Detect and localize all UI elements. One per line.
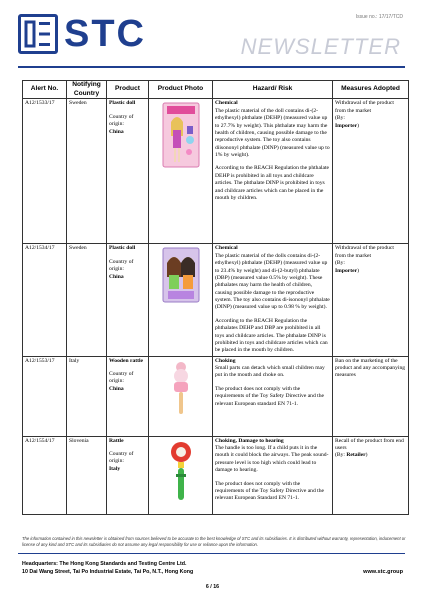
hazard-type: Choking, Damage to hearing [215,437,284,444]
column-header-hazard: Hazard/ Risk [213,81,333,99]
measures-text: Ban on the marketing of the product and any accompanying measures [335,357,406,379]
measures-by-close: ) [357,122,359,129]
product-cell [107,244,149,356]
product-photo-cell [149,436,213,514]
page-header [0,0,425,78]
column-header-country: Notifying Country [67,81,107,99]
notifying-country: Sweden [67,244,107,356]
product-photo-cell [149,99,213,244]
notifying-country: Slovenia [67,436,107,514]
table-row [23,356,409,436]
measures-cell [333,436,409,514]
product-name: Plastic doll [109,245,136,252]
product-photo-cell [149,356,213,436]
hazard-cell [213,356,333,436]
logo-emblem-icon [18,14,58,54]
measures-by-open: (By: [335,260,345,267]
footer-divider [18,553,405,554]
origin-country: China [109,273,124,280]
product-name: Plastic doll [109,100,136,107]
headquarters-name: Headquarters: The Hong Kong Standards and Testing Centre Ltd. [22,561,187,567]
hazard-description: Small parts can detach which small children may put in the mouth and choke on. [215,365,325,379]
measures-text: Withdrawal of the product from the market [335,100,394,114]
origin-label: Country of origin: [109,113,134,128]
column-header-photo: Product Photo [149,81,213,99]
hazard-regulation: According to the REACH Regulation the phthalates DEHP and DBP are prohibited in all toys and childcare articles. The phthalate DINP is prohibited in toys and childcare articles which can be placed in the mouth by children. [215,317,328,354]
newsletter-title: NEWSLETTER [240,34,401,59]
alert-number: A12/1533/17 [23,99,67,244]
origin-label: Country of origin: [109,371,134,385]
header-divider [18,66,405,68]
origin-country: Italy [109,465,121,472]
column-header-measures: Measures Adopted [333,81,409,99]
product-cell [107,99,149,244]
column-header-alert-no: Alert No. [23,81,67,99]
disclaimer-text: The information contained in this newsletter is obtained from sources believed to be accurate to the best knowledge of STC and its subsidiaries. It is distributed without warranty, representation, inducement or license of any kind and STC and its subsidiaries do not assume any legal responsibility for use or reliance upon the information. [22,536,406,547]
product-photo-cell [149,244,213,356]
hazard-description: The plastic material of the dolls contains di-(2-ethylhexyl) phthalate (DEHP) (measured value up to 23.4% by weight) and di-(2-butyl) phthalate (DBP) (measured value 0.5% by weight). These phthalates may harm the health of children, causing possible damage to the reproductive system. The toy also contains di-isononyl phthalate (DINP) (measured value up to 0.98 % by weight). [215,252,330,311]
measures-by-close: ) [365,452,368,459]
table-header-row [23,81,409,99]
hazard-regulation: The product does not comply with the requirements of the Toy Safety Directive and the relevant European standard EN 71-1. [215,385,325,407]
measures-by: Retailer [346,452,366,459]
hazard-regulation: The product does not comply with the requirements of the Toy Safety Directive and the relevant European Standard EN 71-1. [215,480,325,502]
hazard-description: The plastic material of the doll contains di-(2-ethylhexyl) phthalate (DEHP) (measured value up to 27.7% by weight). This phthalate may harm the health of children, causing possible damage to the reproductive system. The toy also contains diisononyl phthalate (DINP) (measured value up to 1% by weight). [215,107,330,159]
measures-cell [333,244,409,356]
hazard-cell [213,99,333,244]
hazard-cell [213,244,333,356]
headquarters-street: 10 Dai Wang Street, Tai Po Industrial Estate, Tai Po, N.T., Hong Kong [22,568,194,575]
product-cell [107,356,149,436]
hazard-regulation: According to the REACH Regulation the phthalate DEHP is prohibited in all toys and childcare articles. The phthalate DINP is prohibited in toys and childcare articles which can be placed in the mouth by children. [215,165,330,201]
hazard-type: Choking [215,357,236,364]
origin-country: China [109,128,124,135]
product-name: Rattle [109,437,124,444]
rattle-photo [167,440,195,502]
measures-text: Recall of the product from end users [335,437,404,452]
alert-number: A12/1534/17 [23,244,67,356]
headquarters-address [22,561,193,577]
dolls-photo [162,247,200,303]
alert-number: A12/1553/17 [23,356,67,436]
measures-by-close: ) [357,267,359,274]
origin-country: China [109,385,124,392]
notifying-country: Sweden [67,99,107,244]
measures-text: Withdrawal of the product from the market [335,245,394,259]
issue-number: Issue no.: 17/17/TCD [355,14,403,20]
hazard-type: Chemical [215,245,238,252]
rattle-photo [169,360,193,416]
origin-label: Country of origin: [109,451,134,465]
product-name: Wooden rattle [109,357,144,364]
hazard-type: Chemical [215,100,238,107]
column-header-product: Product [107,81,149,99]
measures-cell [333,99,409,244]
notifying-country: Italy [67,356,107,436]
hazard-cell [213,436,333,514]
table-row [23,436,409,514]
hazard-description: The handle is too long. If a child puts it in the mouth it could block the airways. The peak sound-pressure level is too high which could lead to damage to hearing. [215,445,329,474]
page-number: 6 / 16 [205,584,220,590]
doll-photo [161,102,201,168]
logo-text: STC [64,13,146,55]
product-cell [107,436,149,514]
alerts-table [22,80,409,515]
website-link[interactable]: www.stc.group [363,569,403,575]
measures-by-open: (By: [335,452,345,459]
alert-number: A12/1554/17 [23,436,67,514]
origin-label: Country of origin: [109,258,134,273]
measures-cell [333,356,409,436]
table-row [23,244,409,356]
stc-logo [18,14,160,54]
measures-by: Importer [335,267,358,274]
measures-by: Importer [335,122,358,129]
table-row [23,99,409,244]
measures-by-open: (By: [335,115,345,122]
